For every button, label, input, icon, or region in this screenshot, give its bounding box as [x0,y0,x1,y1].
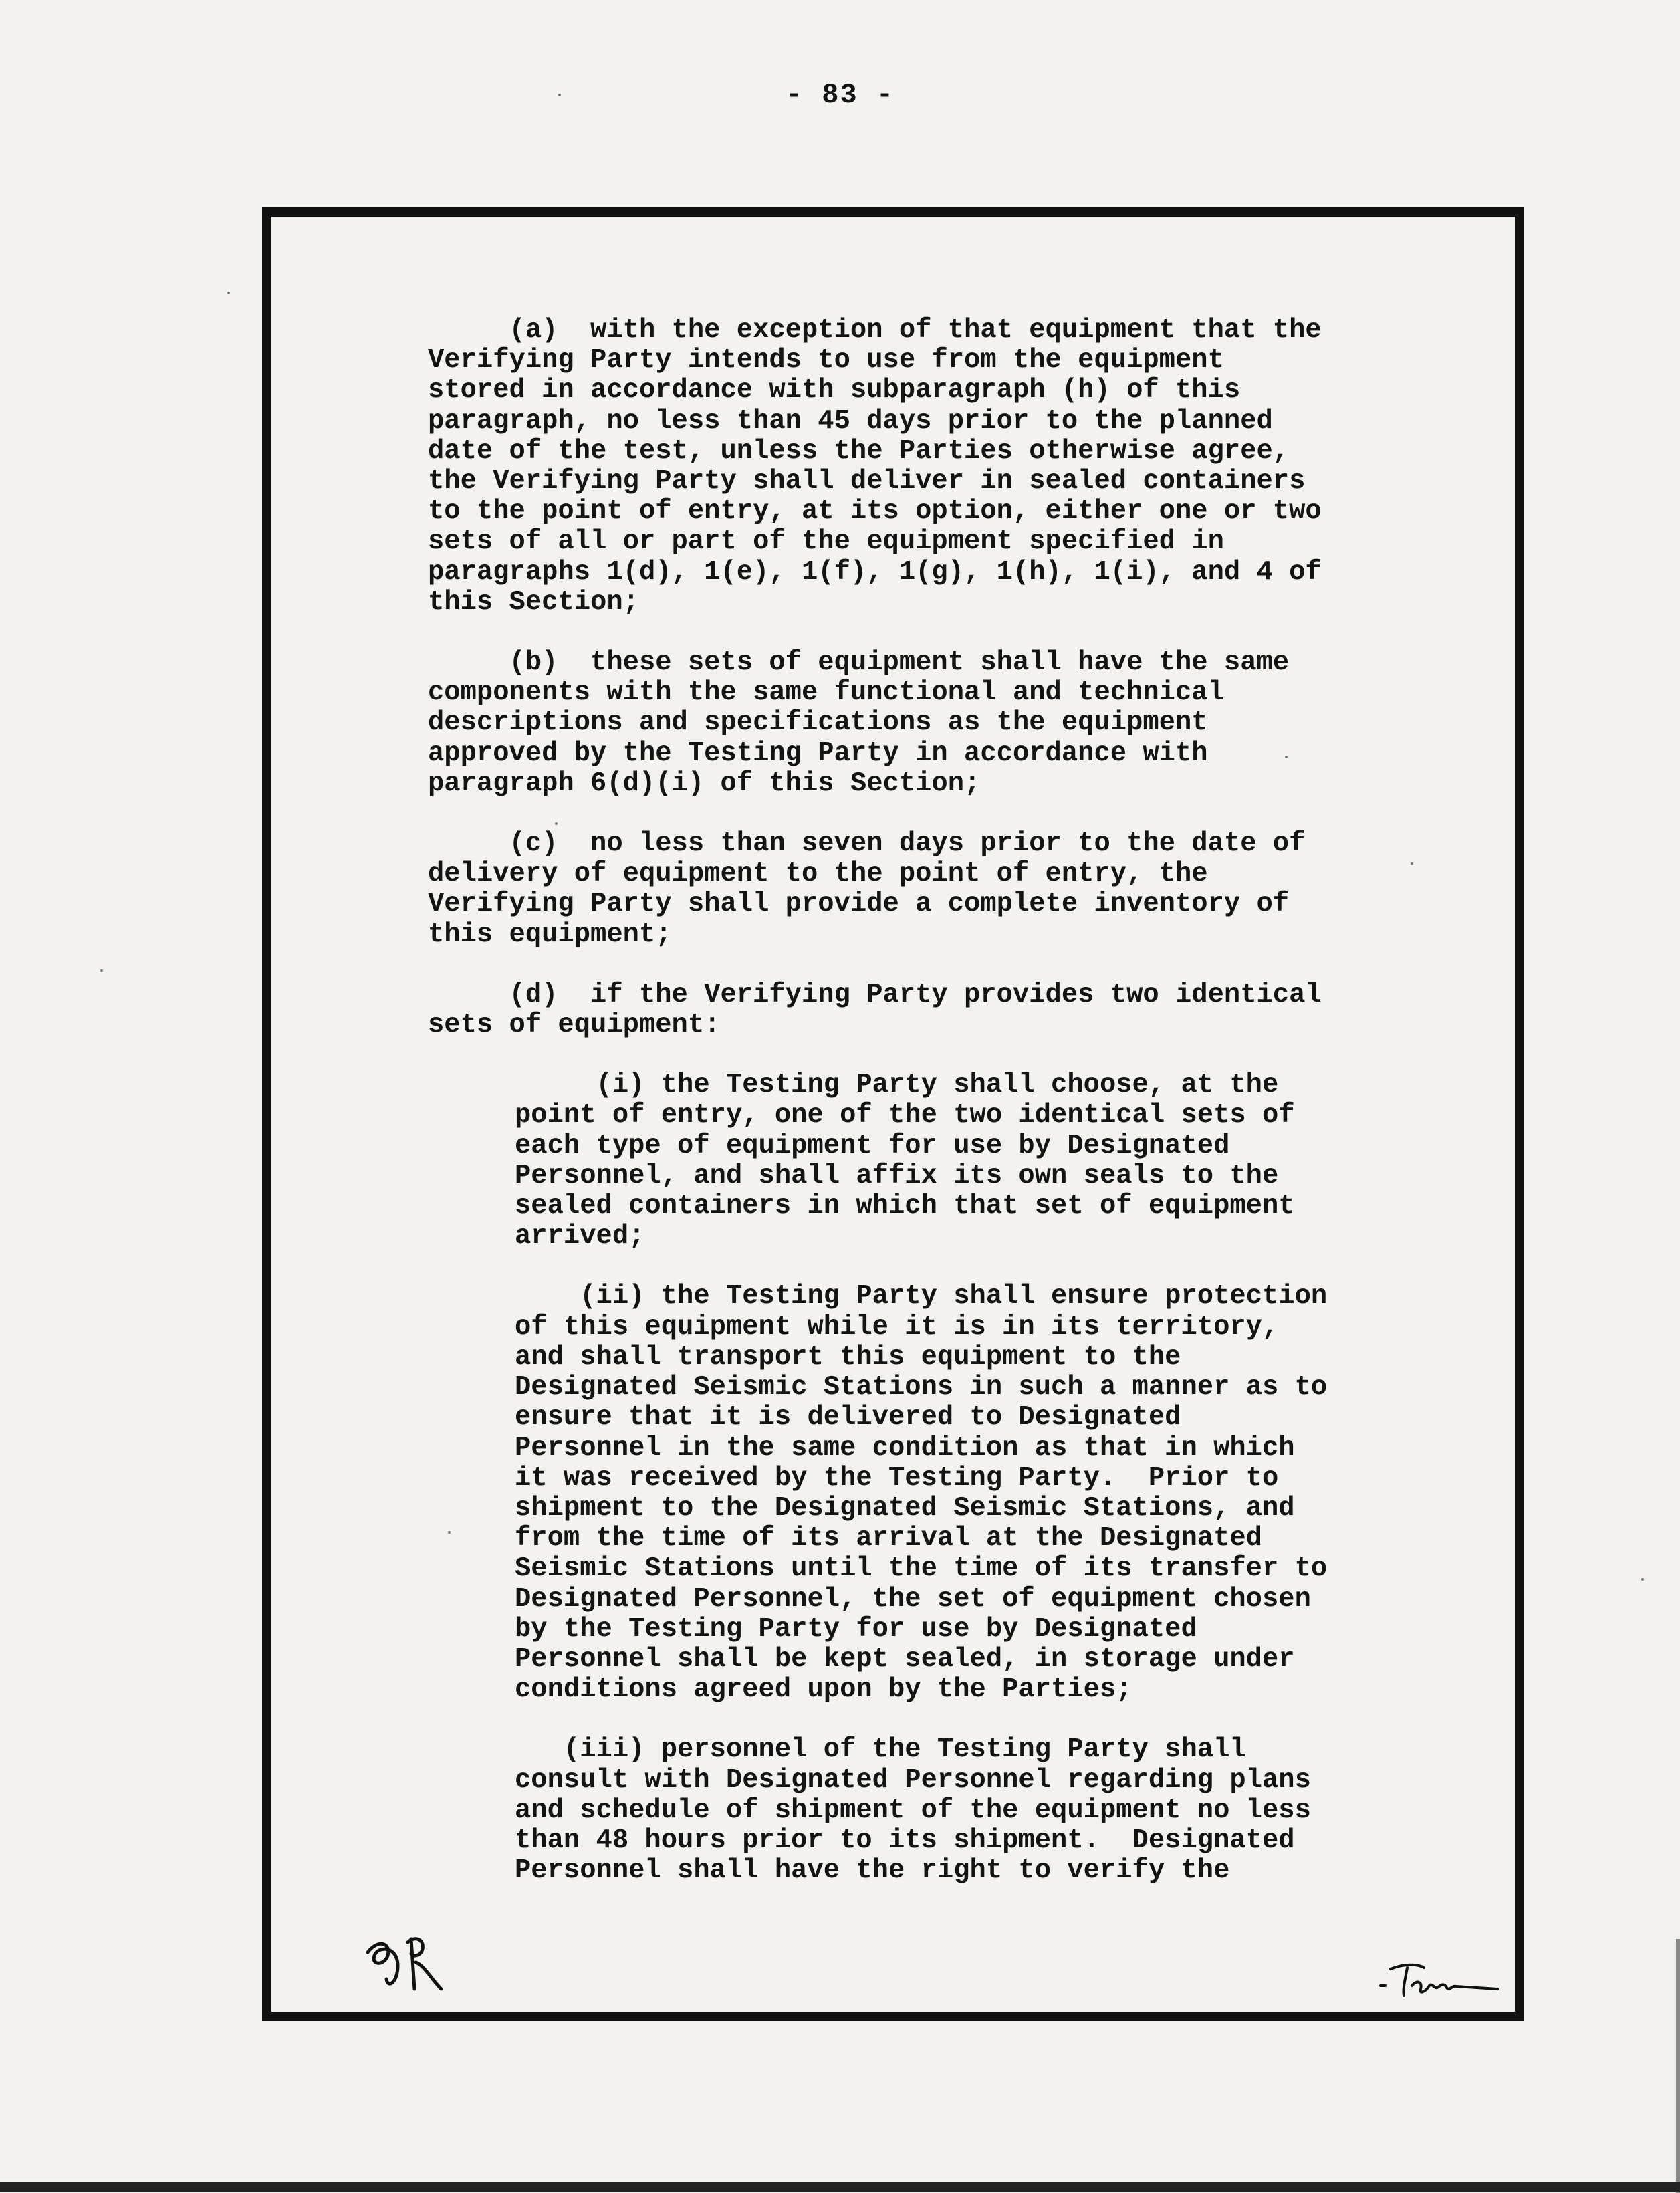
page-edge-bottom [0,2182,1680,2192]
text-line: paragraph, no less than 45 days prior to the planned [428,405,1273,437]
text-line: (ii) the Testing Party shall ensure protection [515,1281,1328,1312]
scan-speck [100,969,103,972]
text-line: Personnel, and shall affix its own seals to the [515,1160,1279,1191]
text-line: sealed containers in which that set of equipment [515,1191,1295,1222]
paragraph-b [428,648,1431,799]
scan-speck [448,1531,451,1534]
scan-speck [1641,1578,1644,1581]
text-line: than 48 hours prior to its shipment. Designated [515,1825,1295,1856]
text-line: it was received by the Testing Party. Prior to [515,1462,1279,1494]
text-line: components with the same functional and technical [428,677,1224,709]
text-line: (b) these sets of equipment shall have the same [428,647,1290,679]
paragraph-d [428,980,1431,1040]
text-line: the Verifying Party shall deliver in sealed containers [428,466,1306,497]
text-line: ensure that it is delivered to Designated [515,1402,1181,1433]
paragraph-a [428,316,1431,618]
text-line: sets of all or part of the equipment specified in [428,526,1224,558]
text-line: and shall transport this equipment to the [515,1341,1181,1373]
text-line: (a) with the exception of that equipment that the [428,315,1322,346]
initials-signature-left [361,1926,468,2006]
text-line: (i) the Testing Party shall choose, at the [515,1070,1279,1101]
scan-speck [555,822,558,825]
text-line: date of the test, unless the Parties otherwise agree, [428,435,1290,467]
page-edge-right [1676,1939,1680,2193]
text-line: delivery of equipment to the point of entry, the [428,858,1208,890]
scan-speck [1285,756,1288,758]
text-line: this equipment; [428,919,672,950]
text-line: sets of equipment: [428,1010,721,1041]
text-line: Seismic Stations until the time of its transfer to [515,1553,1328,1585]
page-number: - 83 - [785,79,895,111]
text-line: Personnel shall be kept sealed, in storage under [515,1643,1295,1675]
text-line: Designated Seismic Stations in such a manner as to [515,1372,1328,1403]
text-line: paragraphs 1(d), 1(e), 1(f), 1(g), 1(h), 1(i), and 4 of [428,556,1322,588]
subparagraph-d-iii [428,1735,1431,1886]
text-line: from the time of its arrival at the Designated [515,1523,1262,1554]
text-line: Verifying Party intends to use from the equipment [428,345,1224,376]
text-line: Personnel shall have the right to verify the [515,1855,1230,1887]
text-line: consult with Designated Personnel regarding plans [515,1764,1311,1796]
scan-speck [1411,862,1413,865]
text-line: point of entry, one of the two identical sets of [515,1100,1295,1131]
text-line: arrived; [515,1221,645,1252]
text-line: (d) if the Verifying Party provides two identical [428,979,1322,1010]
text-line: paragraph 6(d)(i) of this Section; [428,768,981,799]
subparagraph-d-ii [428,1282,1431,1705]
text-line: this Section; [428,586,639,618]
signature-right [1377,1956,1504,2002]
text-line: of this equipment while it is in its territory, [515,1311,1279,1343]
text-line: conditions agreed upon by the Parties; [515,1674,1132,1706]
text-line: Personnel in the same condition as that in which [515,1432,1295,1464]
text-line: (iii) personnel of the Testing Party shall [515,1734,1246,1766]
text-line: Designated Personnel, the set of equipment chosen [515,1583,1311,1615]
subparagraph-d-i [428,1070,1431,1252]
text-line: (c) no less than seven days prior to the date of [428,828,1306,860]
treaty-text [428,316,1431,1916]
text-line: to the point of entry, at its option, either one or two [428,496,1322,528]
text-line: each type of equipment for use by Designated [515,1130,1230,1161]
text-line: Verifying Party shall provide a complete inventory of [428,889,1290,920]
text-line: and schedule of shipment of the equipment no less [515,1795,1311,1826]
text-line: stored in accordance with subparagraph (h) of this [428,375,1241,407]
text-line: by the Testing Party for use by Designated [515,1613,1197,1645]
scan-speck [558,94,561,96]
text-line: approved by the Testing Party in accordance with [428,737,1208,769]
text-line: descriptions and specifications as the equipment [428,707,1208,739]
scan-speck [227,292,230,294]
text-line: shipment to the Designated Seismic Stations, and [515,1492,1295,1524]
paragraph-c [428,829,1431,950]
